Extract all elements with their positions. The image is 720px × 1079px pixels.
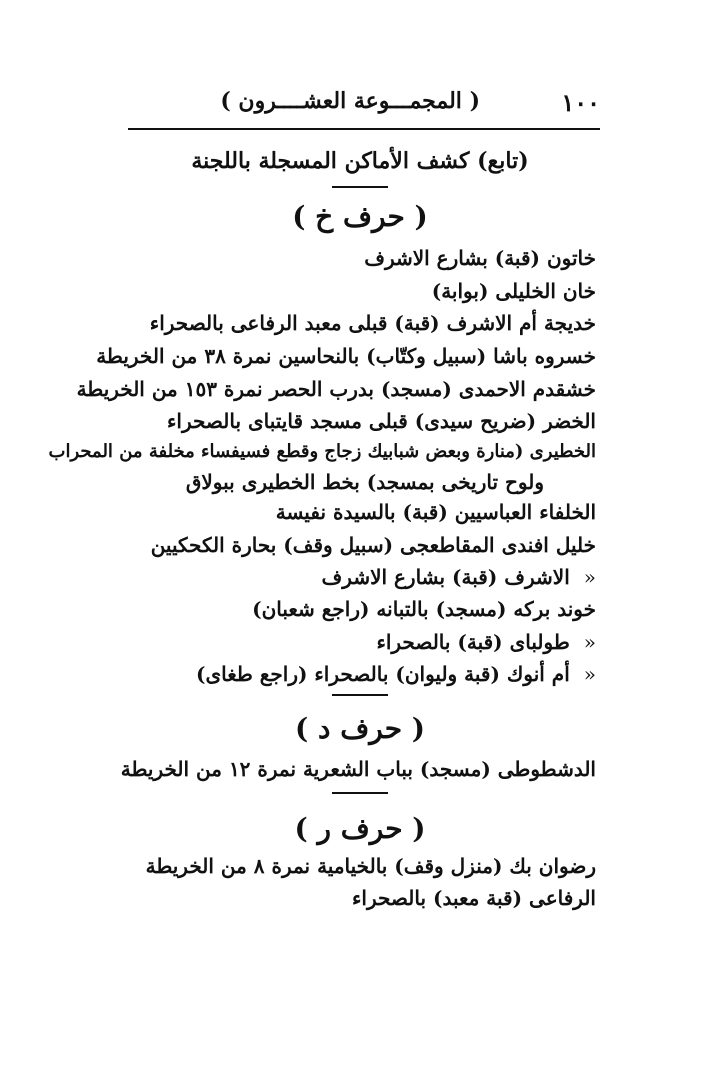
list-item-ditto: [196, 662, 596, 686]
ditto-mark: «: [583, 565, 596, 589]
divider: [332, 694, 388, 696]
list-item-text: الاشرف (قبة) بشارع الاشرف: [321, 565, 570, 589]
list-item-text: أم أنوك (قبة وليوان) بالصحراء (راجع طغاى): [196, 662, 570, 686]
list-item: الخلفاء العباسيين (قبة) بالسيدة نفيسة: [275, 500, 596, 524]
section-heading-dal: ( حرف د ): [295, 712, 425, 745]
divider: [332, 186, 388, 188]
list-item: خاتون (قبة) بشارع الاشرف: [364, 246, 596, 270]
section-heading-ra: ( حرف ر ): [294, 812, 426, 845]
running-title: ( المجمـــوعة العشــــرون ): [220, 88, 480, 114]
page-number: ١٠٠: [561, 88, 600, 117]
list-item: خليل افندى المقاطعجى (سبيل وقف) بحارة الكحكيين: [150, 533, 596, 557]
list-item: خسروه باشا (سبيل وكتّاب) بالنحاسين نمرة ٣٨ من الخريطة: [96, 344, 596, 368]
divider: [332, 792, 388, 794]
section-heading-kha: ( حرف خ ): [292, 200, 428, 233]
page-header: [130, 88, 600, 128]
list-item: خديجة أم الاشرف (قبة) قبلى معبد الرفاعى بالصحراء: [149, 311, 596, 335]
list-item: خوند بركه (مسجد) بالتبانه (راجع شعبان): [252, 597, 596, 621]
list-item: خشقدم الاحمدى (مسجد) بدرب الحصر نمرة ١٥٣ من الخريطة: [76, 377, 596, 401]
ditto-mark: «: [583, 630, 596, 654]
list-item: الرفاعى (قبة معبد) بالصحراء: [352, 886, 596, 910]
list-item: خان الخليلى (بوابة): [431, 279, 596, 303]
list-item: الخضر (ضريح سيدى) قبلى مسجد قايتباى بالصحراء: [167, 409, 596, 433]
list-item: الدشطوطى (مسجد) بباب الشعرية نمرة ١٢ من الخريطة: [120, 757, 596, 781]
list-item: رضوان بك (منزل وقف) بالخيامية نمرة ٨ من الخريطة: [145, 854, 596, 878]
ditto-mark: «: [583, 662, 596, 686]
list-subtitle: (تابع) كشف الأماكن المسجلة باللجنة: [191, 148, 529, 174]
list-item-ditto: [376, 630, 596, 654]
list-item-ditto: [322, 565, 596, 589]
list-item-continuation: ولوح تاريخى بمسجد) بخط الخطيرى ببولاق: [185, 470, 544, 494]
header-rule: [128, 128, 600, 130]
list-item-text: طولباى (قبة) بالصحراء: [376, 630, 570, 654]
list-item: الخطيرى (منارة وبعض شبابيك زجاج وقطع فسيفساء مخلفة من المحراب: [48, 441, 596, 462]
